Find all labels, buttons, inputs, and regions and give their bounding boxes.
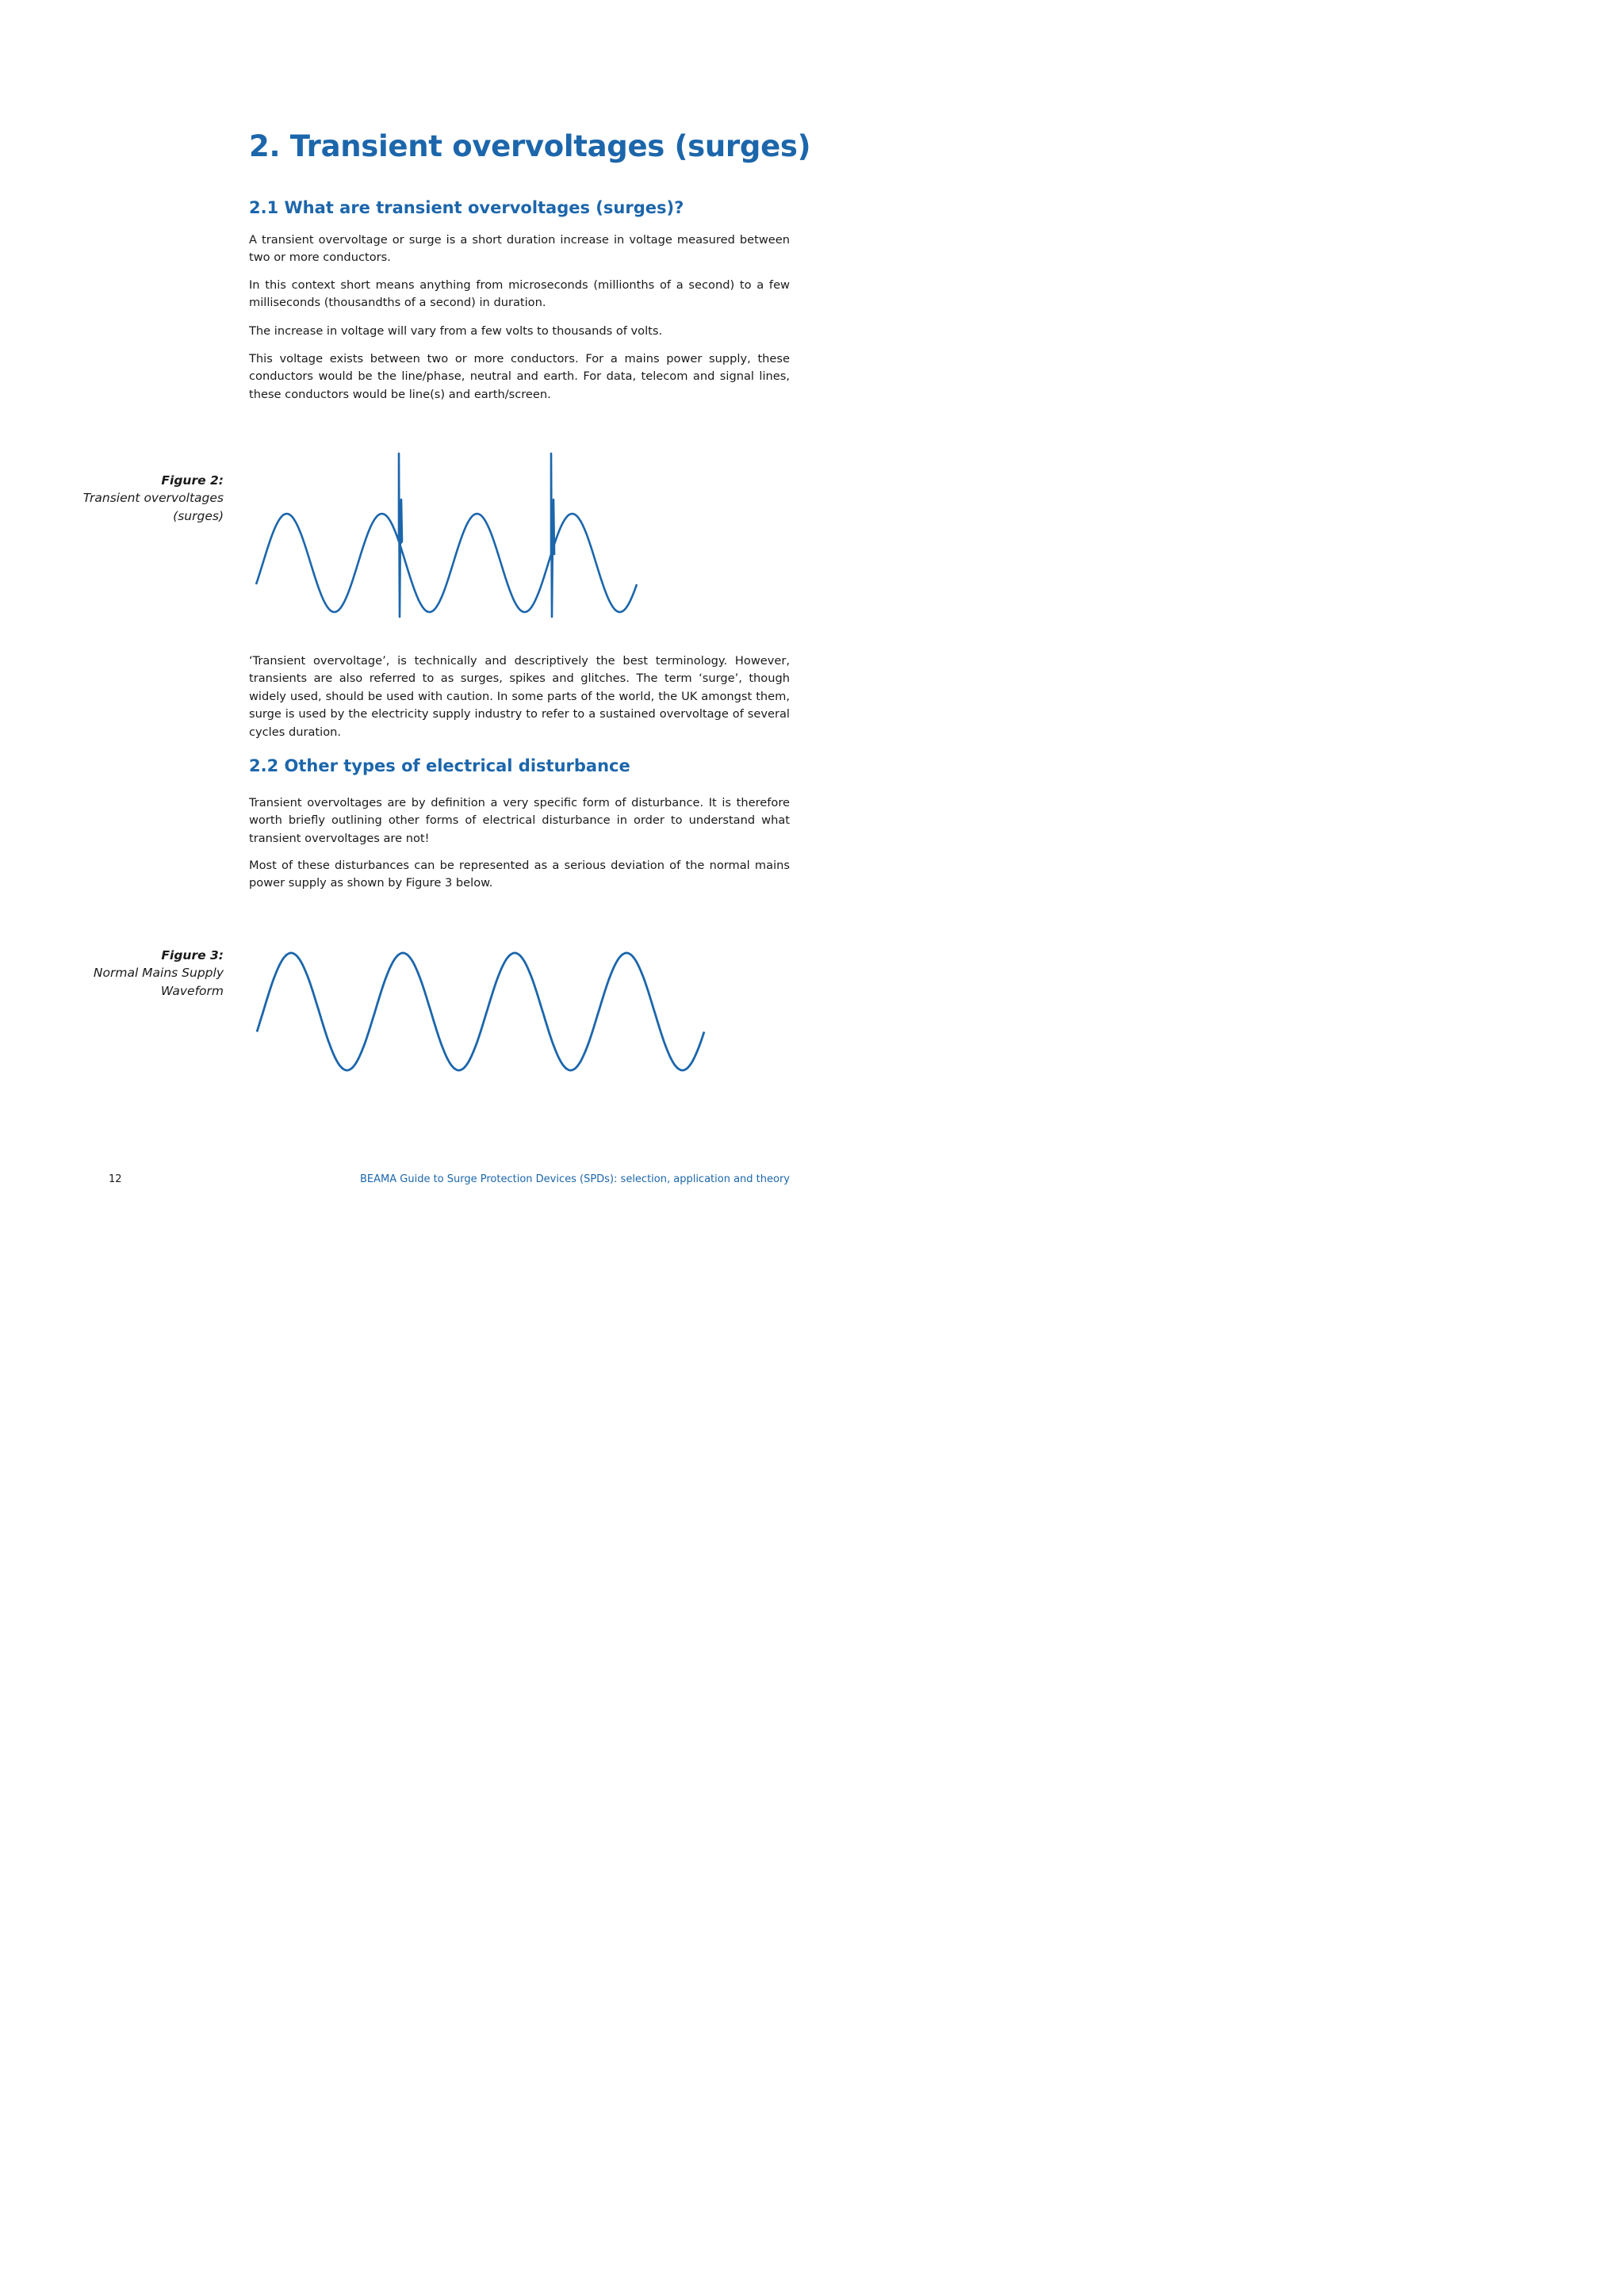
paragraph: This voltage exists between two or more conductors. For a mains power supply, these conductors would be the line/phase, neutral and earth. For data, telecom and signal lines, these conductors would be line(s) and earth/screen. [249,352,790,401]
paragraph: A transient overvoltage or surge is a short duration increase in voltage measured between two or more conductors. [249,233,790,265]
waveform-line [257,953,704,1070]
paragraph: ‘Transient overvoltage’, is technically and descriptively the best terminology. However, transients are also referred to as surges, spikes and glitches. The term ‘surge’, though widely used, should be used with caution. In some parts of the world, the UK amongst them, surge is used by the electricity supply industry to refer to a sustained overvoltage of several cycles duration. [249,654,790,739]
footer-publication-title: BEAMA Guide to Surge Protection Devices (SPDs): selection, application and theory [360,1173,790,1185]
transient-surge-waveform [246,444,650,626]
section-heading-2-1: 2.1 What are transient overvoltages (surges)? [249,198,684,217]
paragraph: In this context short means anything from microseconds (millionths of a second) to a few milliseconds (thousandths of a second) in duration. [249,278,790,310]
figure-title: Normal Mains Supply Waveform [93,966,224,998]
waveform-line [256,453,637,617]
section-heading-2-2: 2.2 Other types of electrical disturbance [249,756,630,775]
figure-3-caption [65,947,224,1000]
paragraph: Transient overvoltages are by definition a very specific form of disturbance. It is therefore worth briefly outlining other forms of electrical disturbance in order to understand what transient overvoltages are not! [249,796,790,845]
page-number: 12 [109,1173,122,1185]
paragraph: Most of these disturbances can be represented as a serious deviation of the normal mains power supply as shown by Figure 3 below. [249,859,790,890]
figure-2-caption [65,472,224,525]
normal-mains-waveform [246,943,722,1082]
figure-number: Figure 2: [161,473,224,488]
figure-number: Figure 3: [161,948,224,962]
paragraph: The increase in voltage will vary from a few volts to thousands of volts. [249,324,663,338]
figure-title: Transient overvoltages (surges) [82,491,224,523]
page-title: 2. Transient overvoltages (surges) [249,129,811,163]
